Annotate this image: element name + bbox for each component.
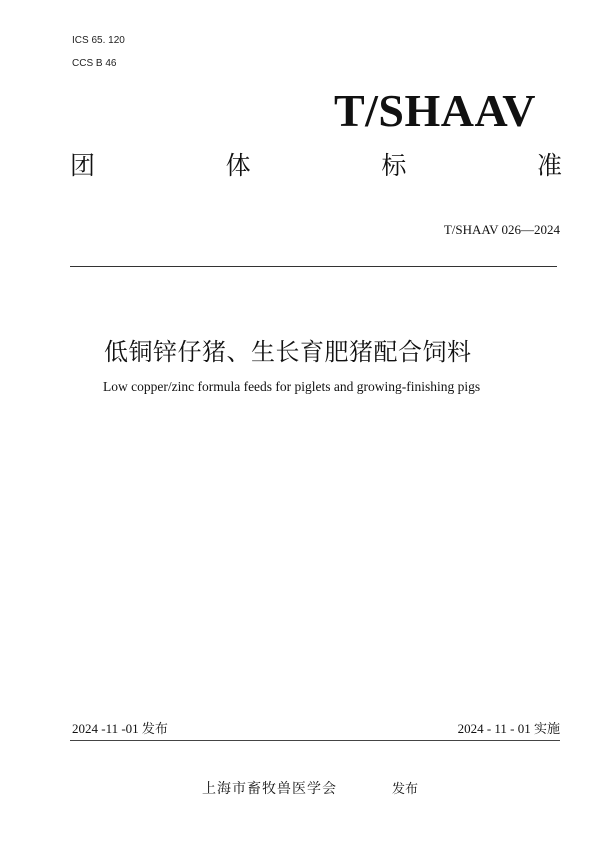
document-title-chinese: 低铜锌仔猪、生长育肥猪配合饲料 [104, 338, 472, 366]
standard-type-char: 体 [225, 151, 251, 180]
standard-type [70, 146, 562, 182]
standard-brand: T/SHAAV [333, 85, 536, 136]
publish-date: 2024 -11 -01 发布 [72, 721, 168, 736]
standard-type-char: 标 [381, 151, 407, 180]
ics-code: ICS 65. 120 [72, 35, 125, 46]
standard-type-char: 准 [536, 151, 562, 180]
standard-number: T/SHAAV 026—2024 [443, 222, 560, 237]
ccs-code: CCS B 46 [72, 58, 117, 69]
header-divider [70, 266, 557, 267]
footer-divider [70, 740, 560, 741]
implementation-date: 2024 - 11 - 01 实施 [457, 721, 560, 736]
document-title-english: Low copper/zinc formula feeds for piglets and growing-finishing pigs [103, 379, 481, 394]
issuer-suffix: 发布 [392, 782, 419, 797]
issuing-organization: 上海市畜牧兽医学会 [202, 781, 337, 797]
standard-type-char: 团 [70, 151, 96, 180]
